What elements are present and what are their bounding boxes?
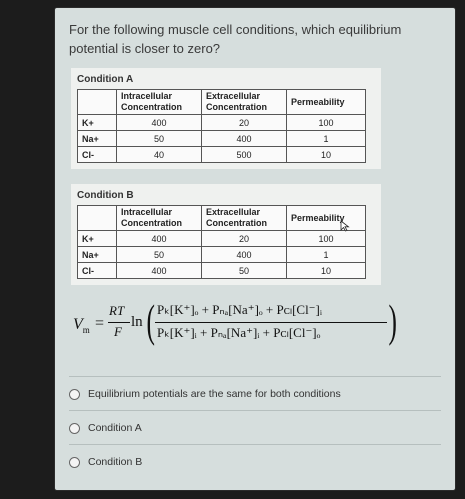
- divider: [69, 444, 441, 445]
- divider: [69, 410, 441, 411]
- formula-equals: =: [95, 315, 105, 332]
- answer-options: [69, 376, 441, 478]
- extracellular-value: 20: [202, 115, 287, 131]
- ion-label: Na+: [78, 131, 117, 147]
- formula-numerator: Pₖ[K⁺]ₒ + Pₙₐ[Na⁺]ₒ + Pᴄₗ[Cl⁻]ᵢ: [157, 302, 323, 317]
- table-row: [78, 263, 366, 279]
- formula-main-fraction-bar: [155, 322, 387, 323]
- extracellular-value: 500: [202, 147, 287, 163]
- ghk-formula: [73, 295, 403, 352]
- permeability-value: 10: [287, 263, 366, 279]
- intracellular-value: 50: [117, 131, 202, 147]
- option-label: Equilibrium potentials are the same for both conditions: [88, 388, 341, 400]
- header-cell-empty: [78, 206, 117, 231]
- header-intracellular: Intracellular Concentration: [117, 206, 202, 231]
- table-row: [78, 115, 366, 131]
- ion-label: Cl-: [78, 263, 117, 279]
- table-header-row: [78, 90, 366, 115]
- formula-fraction-bar: [108, 322, 130, 323]
- extracellular-value: 400: [202, 131, 287, 147]
- extracellular-value: 50: [202, 263, 287, 279]
- table-row: [78, 131, 366, 147]
- table-row: [78, 247, 366, 263]
- header-cell-empty: [78, 90, 117, 115]
- ion-label: K+: [78, 115, 117, 131]
- header-intracellular: Intracellular Concentration: [117, 90, 202, 115]
- option-condition-a[interactable]: [69, 417, 441, 439]
- formula-lhs: $V_m$: [73, 316, 90, 336]
- divider: [69, 376, 441, 377]
- permeability-value: 1: [287, 131, 366, 147]
- formula-denominator: Pₖ[K⁺]ᵢ + Pₙₐ[Na⁺]ᵢ + Pᴄₗ[Cl⁻]ₒ: [157, 325, 321, 340]
- radio-button[interactable]: [69, 389, 80, 400]
- ion-label: Na+: [78, 247, 117, 263]
- condition-b-table: [77, 205, 366, 279]
- question-card: [55, 8, 455, 490]
- header-permeability: Permeability: [287, 206, 366, 231]
- question-text: For the following muscle cell conditions, which equilibrium potential is closer to zero?: [69, 22, 402, 56]
- intracellular-value: 400: [117, 115, 202, 131]
- extracellular-value: 20: [202, 231, 287, 247]
- ion-label: K+: [78, 231, 117, 247]
- condition-b-title: Condition B: [77, 190, 134, 201]
- header-extracellular: Extracellular Concentration: [202, 206, 287, 231]
- formula-f: F: [114, 324, 122, 339]
- ion-label: Cl-: [78, 147, 117, 163]
- table-row: [78, 147, 366, 163]
- permeability-value: 100: [287, 231, 366, 247]
- condition-a-panel: [71, 68, 381, 169]
- condition-a-table: [77, 89, 366, 163]
- permeability-value: 10: [287, 147, 366, 163]
- intracellular-value: 40: [117, 147, 202, 163]
- condition-b-panel: [71, 184, 381, 285]
- formula-rt: RT: [109, 303, 125, 318]
- option-condition-b[interactable]: [69, 451, 441, 473]
- radio-button[interactable]: [69, 457, 80, 468]
- formula-right-paren: ): [388, 295, 397, 346]
- table-row: [78, 231, 366, 247]
- option-same[interactable]: [69, 383, 441, 405]
- permeability-value: 1: [287, 247, 366, 263]
- intracellular-value: 50: [117, 247, 202, 263]
- formula-ln: ln: [131, 314, 143, 330]
- header-permeability: Permeability: [287, 90, 366, 115]
- table-header-row: [78, 206, 366, 231]
- condition-a-title: Condition A: [77, 74, 134, 85]
- permeability-value: 100: [287, 115, 366, 131]
- formula-left-paren: (: [146, 295, 155, 346]
- option-label: Condition B: [88, 456, 143, 468]
- option-label: Condition A: [88, 422, 142, 434]
- intracellular-value: 400: [117, 263, 202, 279]
- header-extracellular: Extracellular Concentration: [202, 90, 287, 115]
- mouse-cursor-icon: [340, 220, 350, 232]
- radio-button[interactable]: [69, 423, 80, 434]
- intracellular-value: 400: [117, 231, 202, 247]
- extracellular-value: 400: [202, 247, 287, 263]
